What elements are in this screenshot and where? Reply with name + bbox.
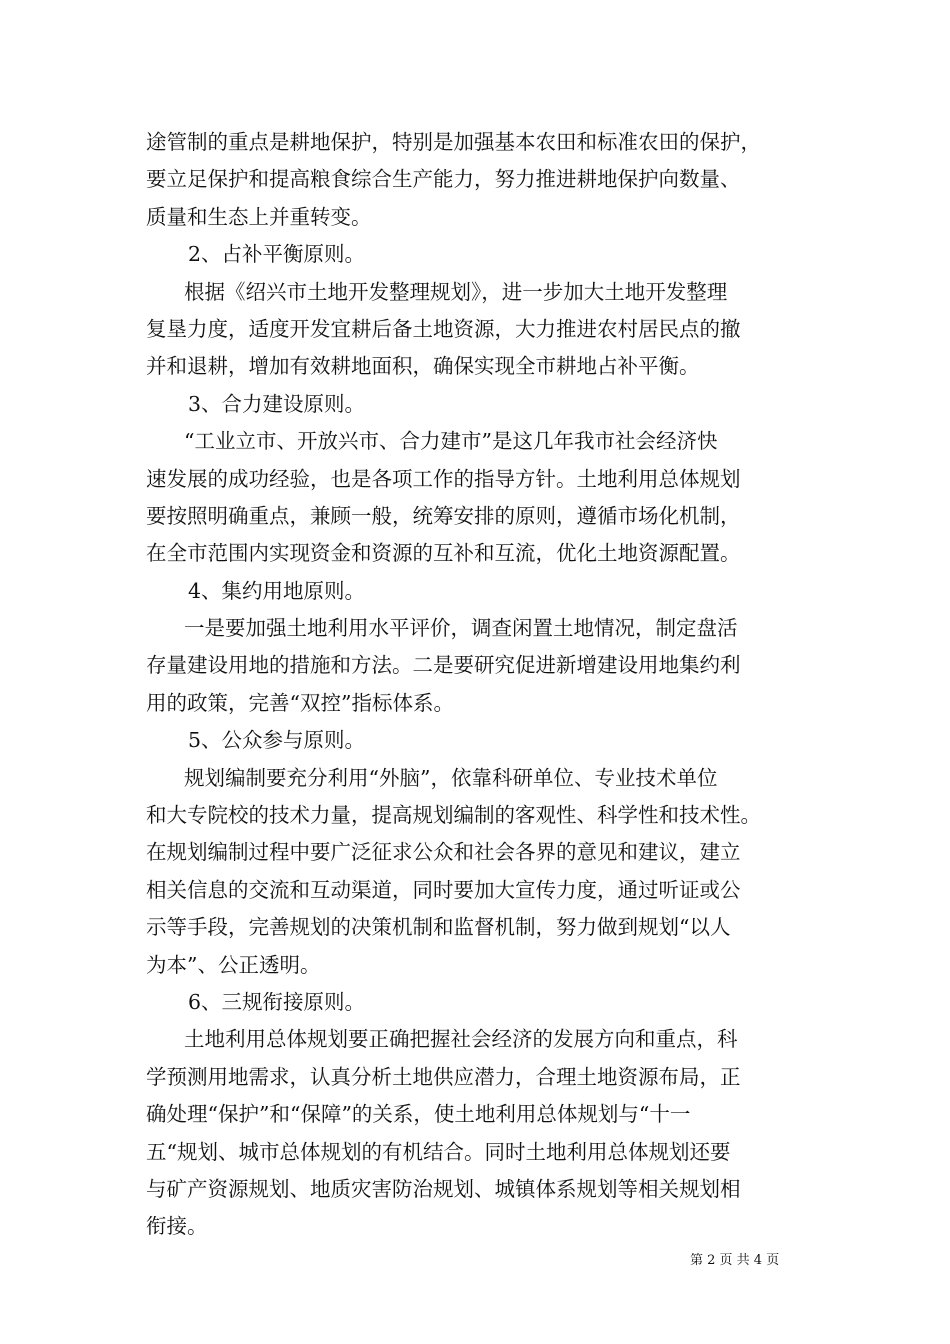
text-line: 要按照明确重点，兼顾一般，统筹安排的原则，遵循市场化机制， [146, 503, 741, 528]
text-line: 学预测用地需求，认真分析土地供应潜力，合理土地资源布局，正 [146, 1064, 741, 1089]
section-heading: 6、三规衔接原则。 [188, 989, 366, 1014]
text-line: 规划编制要充分利用“外脑”，依靠科研单位、专业技术单位 [184, 765, 718, 790]
text-line: 一是要加强土地利用水平评价，调查闲置土地情况，制定盘活 [184, 616, 738, 641]
text-line: 在全市范围内实现资金和资源的互补和互流，优化土地资源配置。 [146, 541, 741, 566]
text-line: 用的政策，完善“双控”指标体系。 [146, 690, 454, 715]
page-number-footer: 第 2 页 共 4 页 [690, 1253, 780, 1268]
text-line: “工业立市、开放兴市、合力建市”是这几年我市社会经济快 [184, 429, 718, 454]
text-line: 并和退耕，增加有效耕地面积，确保实现全市耕地占补平衡。 [146, 354, 700, 379]
section-heading: 4、集约用地原则。 [188, 578, 366, 603]
text-line: 途管制的重点是耕地保护，特别是加强基本农田和标准农田的保护， [146, 130, 761, 154]
text-line: 质量和生态上并重转变。 [146, 204, 372, 229]
text-line: 复垦力度，适度开发宜耕后备土地资源，大力推进农村居民点的撤 [146, 316, 741, 341]
text-line: 示等手段，完善规划的决策机制和监督机制，努力做到规划“以人 [146, 915, 731, 940]
text-line: 要立足保护和提高粮食综合生产能力，努力推进耕地保护向数量、 [146, 167, 741, 192]
text-line: 速发展的成功经验，也是各项工作的指导方针。土地利用总体规划 [146, 466, 741, 491]
text-line: 衔接。 [146, 1214, 208, 1239]
text-line: 在规划编制过程中要广泛征求公众和社会各界的意见和建议，建立 [146, 840, 741, 865]
text-line: 根据《绍兴市土地开发整理规划》，进一步加大土地开发整理 [184, 279, 728, 304]
section-heading: 2、占补平衡原则。 [188, 242, 366, 267]
text-line: 确处理“保护”和“保障”的关系，使土地利用总体规划与“十一 [146, 1102, 691, 1127]
text-line: 和大专院校的技术力量，提高规划编制的客观性、科学性和技术性。 [146, 803, 761, 828]
text-line: 为本”、公正透明。 [146, 952, 321, 977]
text-line: 与矿产资源规划、地质灾害防治规划、城镇体系规划等相关规划相 [146, 1176, 741, 1201]
text-line: 存量建设用地的措施和方法。二是要研究促进新增建设用地集约利 [146, 653, 741, 678]
section-heading: 3、合力建设原则。 [188, 391, 366, 416]
text-line: 相关信息的交流和互动渠道，同时要加大宣传力度，通过听证或公 [146, 877, 741, 902]
text-line: 土地利用总体规划要正确把握社会经济的发展方向和重点，科 [184, 1027, 738, 1052]
section-heading: 5、公众参与原则。 [188, 728, 366, 753]
text-line: 五“规划、城市总体规划的有机结合。同时土地利用总体规划还要 [146, 1139, 731, 1164]
body-text [146, 124, 826, 1246]
